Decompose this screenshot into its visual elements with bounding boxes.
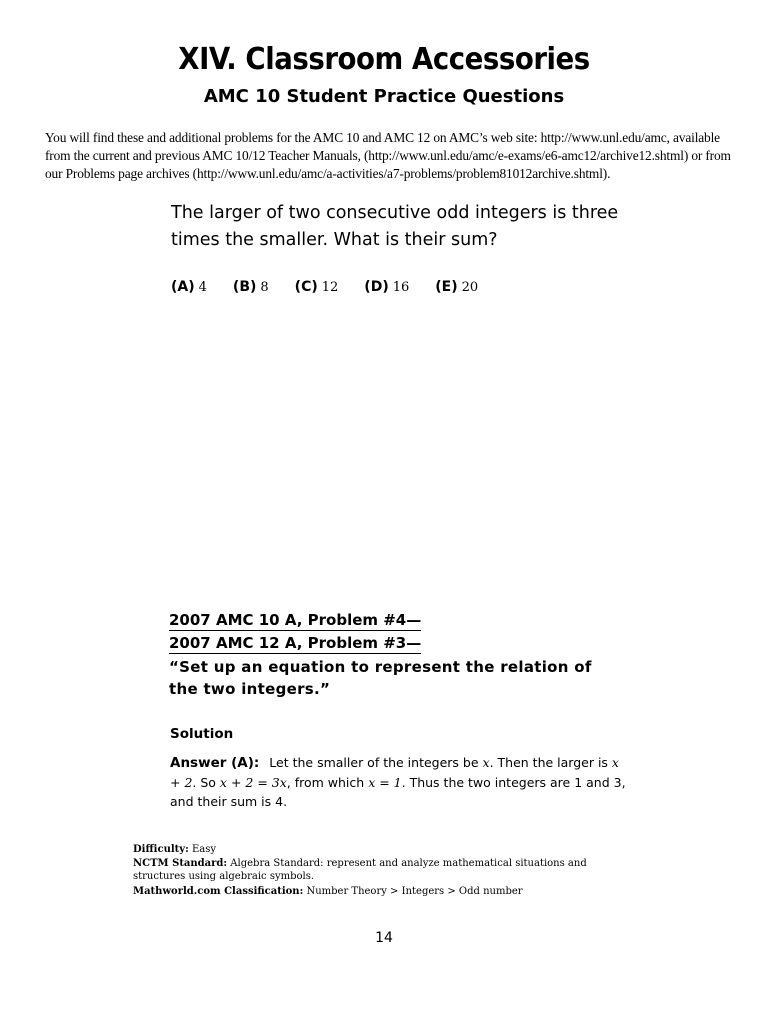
- solution-heading: Solution: [170, 726, 234, 742]
- meta-value: Number Theory > Integers > Odd number: [306, 886, 523, 897]
- solution-answer: [170, 753, 626, 811]
- intro-text: You will find these and additional problems for the AMC 10 and AMC 12 on AMC’s web site: http://www.unl.edu/amc, available from the current and previous AMC 10/12 Teacher Manuals, (http://www.unl.edu/amc/e-exams/e6-amc12/archive12.shtml) or from our Problems page archives (http://www.unl.edu/amc/a-activities/a7-problems/problem81012archive.shtml).: [45, 130, 731, 181]
- choice-e: [435, 278, 478, 295]
- solution-text: . So: [192, 775, 220, 790]
- difficulty-line: [133, 843, 613, 856]
- meta-value: Easy: [191, 844, 216, 855]
- choice-a: [171, 278, 207, 295]
- math-expr: x + 2: [170, 755, 619, 790]
- choice-label: (D): [364, 279, 389, 295]
- meta-key: NCTM Standard:: [133, 858, 228, 869]
- page-subtitle: AMC 10 Student Practice Questions: [203, 86, 565, 107]
- solution-text: . Thus the two integers are 1 and 3, and their sum is 4.: [170, 775, 626, 809]
- nctm-standard: [133, 857, 613, 883]
- choice-label: (C): [294, 279, 318, 295]
- solution-text: , from which: [286, 775, 369, 790]
- choice-value: 20: [461, 280, 479, 295]
- solution-text: Let the smaller of the integers be: [269, 755, 483, 770]
- choice-value: 4: [198, 280, 207, 295]
- choice-label: (B): [232, 279, 257, 295]
- source-line-2: [169, 634, 639, 654]
- choice-b: [233, 278, 269, 295]
- problem-question: The larger of two consecutive odd integers is three times the smaller. What is their sum?: [171, 203, 619, 250]
- choice-value: 12: [321, 280, 339, 295]
- answer-choices: [171, 278, 504, 295]
- math-expr: x + 2 = 3x: [219, 775, 287, 790]
- source-line-1: [169, 611, 639, 631]
- meta-value: Algebra Standard: represent and analyze mathematical situations and structures using algebraic symbols.: [133, 858, 587, 882]
- meta-key: Difficulty:: [133, 844, 189, 855]
- choice-d: [364, 278, 409, 295]
- math-expr: x: [482, 755, 490, 770]
- page-number: 14: [375, 930, 393, 946]
- choice-value: 16: [392, 280, 410, 295]
- math-expr: x = 1: [368, 775, 402, 790]
- hint-text: “Set up an equation to represent the relation of the two integers.”: [169, 658, 592, 698]
- answer-label: Answer (A):: [170, 755, 260, 771]
- source-amc10: 2007 AMC 10 A, Problem #4—: [169, 611, 422, 629]
- meta-key: Mathworld.com Classification:: [133, 886, 304, 897]
- choice-label: (A): [171, 279, 195, 295]
- page-title: XIV. Classroom Accessories: [178, 42, 590, 77]
- choice-c: [295, 278, 339, 295]
- solution-text: . Then the larger is: [489, 755, 612, 770]
- choice-value: 8: [260, 280, 269, 295]
- choice-label: (E): [435, 279, 458, 295]
- source-amc12: 2007 AMC 12 A, Problem #3—: [169, 634, 422, 652]
- mathworld-classification: [133, 885, 613, 898]
